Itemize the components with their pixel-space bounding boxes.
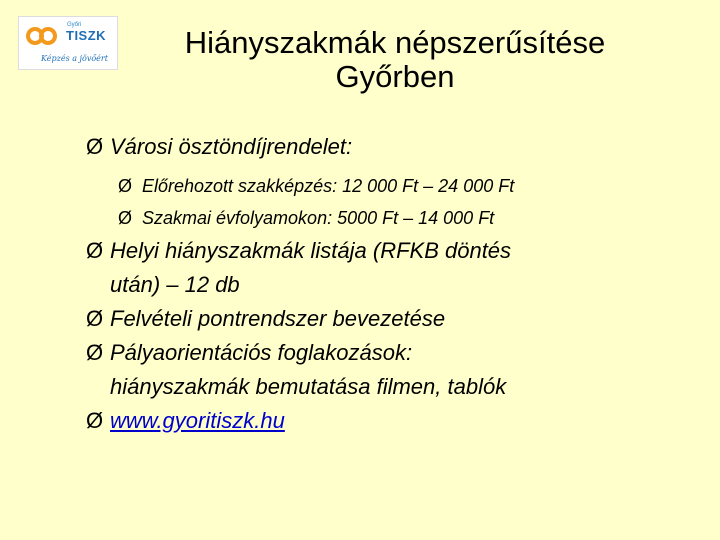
list-item-text: Felvételi pontrendszer bevezetése — [110, 306, 446, 331]
list-item-points-system — [86, 302, 706, 336]
bullet-list — [86, 130, 706, 438]
logo-slogan: Képzés a jövőért — [41, 54, 108, 63]
list-item-text-line-2: után) – 12 db — [110, 272, 240, 297]
title-line-2: Győrben — [335, 59, 455, 94]
list-item-shortage-list — [86, 234, 706, 302]
sub-item-text: Szakmai évfolyamokon: 5000 Ft – 14 000 Ft — [142, 208, 495, 228]
sub-item-vocational-years — [118, 202, 706, 234]
website-link[interactable]: www.gyoritiszk.hu — [110, 408, 285, 433]
arrow-bullet-icon: Ø — [118, 176, 133, 196]
arrow-bullet-icon: Ø — [118, 208, 133, 228]
arrow-bullet-icon: Ø — [86, 306, 104, 331]
sub-item-text: Előrehozott szakképzés: 12 000 Ft – 24 000 Ft — [142, 176, 515, 196]
logo-wordmark: TISZK — [66, 28, 107, 43]
arrow-bullet-icon: Ø — [86, 340, 104, 365]
slide-title — [110, 26, 680, 94]
list-item-text-line-2: hiányszakmák bemutatása filmen, tablók — [110, 374, 507, 399]
arrow-bullet-icon: Ø — [86, 238, 104, 263]
list-item-text: Városi ösztöndíjrendelet: — [110, 134, 353, 159]
title-line-1: Hiányszakmák népszerűsítése — [184, 25, 606, 60]
list-item-text-line-1: Pályaorientációs foglakozások: — [110, 340, 413, 365]
list-item-website — [86, 404, 706, 438]
arrow-bullet-icon: Ø — [86, 134, 104, 159]
tiszk-logo — [18, 16, 118, 70]
logo-small-text: Győri — [67, 22, 82, 28]
list-item-scholarship — [86, 130, 706, 164]
list-item-text-line-1: Helyi hiányszakmák listája (RFKB döntés — [110, 238, 512, 263]
list-item-career-guidance — [86, 336, 706, 404]
sub-item-early-training — [118, 170, 706, 202]
arrow-bullet-icon: Ø — [86, 408, 104, 433]
